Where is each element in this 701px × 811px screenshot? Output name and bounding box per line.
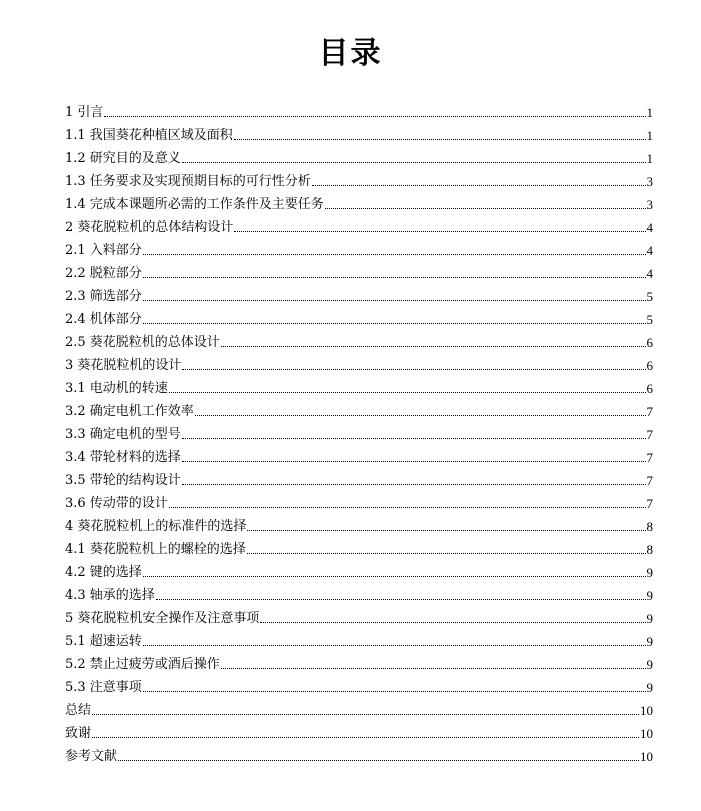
toc-entry-label: 1.3 任务要求及实现预期目标的可行性分析 (65, 174, 311, 189)
toc-entry[interactable] (65, 329, 653, 352)
toc-dot-leader (234, 139, 646, 140)
toc-entry[interactable] (65, 375, 653, 398)
toc-entry-label: 2.5 葵花脱粒机的总体设计 (65, 335, 220, 350)
toc-entry-label: 5.3 注意事项 (65, 680, 142, 695)
toc-entry[interactable] (65, 99, 653, 122)
toc-entry-label: 2.4 机体部分 (65, 312, 142, 327)
toc-entry-page-number: 7 (646, 496, 653, 511)
toc-entry[interactable] (65, 122, 653, 145)
page-title: 目录 (318, 36, 383, 71)
toc-entry-page-number: 9 (646, 634, 653, 649)
toc-entry-page-number: 9 (646, 680, 653, 695)
toc-entry-label: 5.2 禁止过疲劳或酒后操作 (65, 657, 220, 672)
toc-entry-page-number: 10 (640, 703, 653, 718)
toc-entry-label: 1.1 我国葵花种植区域及面积 (65, 128, 233, 143)
toc-entry-page-number: 10 (640, 726, 653, 741)
toc-entry-label: 3.2 确定电机工作效率 (65, 404, 194, 419)
toc-dot-leader (143, 691, 646, 692)
toc-entry[interactable] (65, 743, 653, 766)
toc-entry-label: 3.4 带轮材料的选择 (65, 450, 181, 465)
toc-entry-page-number: 10 (640, 749, 653, 764)
toc-entry[interactable] (65, 237, 653, 260)
toc-dot-leader (325, 208, 646, 209)
toc-dot-leader (260, 622, 645, 623)
toc-entry-label: 1 引言 (65, 105, 104, 120)
toc-dot-leader (143, 254, 646, 255)
toc-entry-page-number: 5 (646, 312, 653, 327)
toc-entry[interactable] (65, 720, 653, 743)
toc-entry-page-number: 9 (646, 657, 653, 672)
toc-entry-page-number: 6 (646, 358, 653, 373)
toc-entry[interactable] (65, 191, 653, 214)
toc-entry-label: 5 葵花脱粒机安全操作及注意事项 (65, 611, 260, 626)
toc-entry[interactable] (65, 559, 653, 582)
toc-entry[interactable] (65, 145, 653, 168)
toc-dot-leader (221, 668, 646, 669)
toc-entry[interactable] (65, 490, 653, 513)
toc-entry[interactable] (65, 306, 653, 329)
toc-dot-leader (143, 645, 646, 646)
toc-entry[interactable] (65, 513, 653, 536)
toc-entry-label: 2.1 入料部分 (65, 243, 142, 258)
toc-dot-leader (234, 231, 645, 232)
toc-entry[interactable] (65, 697, 653, 720)
toc-entry-label: 2.2 脱粒部分 (65, 266, 142, 281)
toc-entry-page-number: 5 (646, 289, 653, 304)
toc-entry[interactable] (65, 605, 653, 628)
toc-entry[interactable] (65, 398, 653, 421)
toc-entry[interactable] (65, 168, 653, 191)
toc-dot-leader (247, 553, 646, 554)
toc-entry-page-number: 1 (646, 105, 653, 120)
toc-entry-page-number: 4 (646, 266, 653, 281)
toc-entry[interactable] (65, 674, 653, 697)
toc-dot-leader (182, 369, 645, 370)
toc-entry-page-number: 3 (646, 197, 653, 212)
toc-entry-page-number: 7 (646, 450, 653, 465)
toc-entry-page-number: 7 (646, 404, 653, 419)
toc-dot-leader (221, 346, 646, 347)
toc-entry[interactable] (65, 651, 653, 674)
toc-entry-label: 3.1 电动机的转速 (65, 381, 168, 396)
toc-entry[interactable] (65, 260, 653, 283)
toc-entry-page-number: 6 (646, 381, 653, 396)
toc-entry[interactable] (65, 283, 653, 306)
toc-entry-label: 2.3 筛选部分 (65, 289, 142, 304)
toc-entry-page-number: 9 (646, 611, 653, 626)
toc-entry[interactable] (65, 467, 653, 490)
toc-entry[interactable] (65, 444, 653, 467)
toc-entry[interactable] (65, 214, 653, 237)
toc-dot-leader (182, 162, 646, 163)
toc-entry-page-number: 7 (646, 473, 653, 488)
toc-dot-leader (156, 599, 646, 600)
toc-dot-leader (143, 576, 646, 577)
toc-dot-leader (143, 300, 646, 301)
toc-entry-label: 参考文献 (65, 749, 118, 764)
toc-entry-page-number: 1 (646, 151, 653, 166)
toc-entry-page-number: 9 (646, 565, 653, 580)
toc-dot-leader (182, 484, 646, 485)
toc-entry-label: 5.1 超速运转 (65, 634, 142, 649)
toc-entry-label: 4.3 轴承的选择 (65, 588, 155, 603)
toc-entry-label: 4.1 葵花脱粒机上的螺栓的选择 (65, 542, 246, 557)
toc-dot-leader (247, 530, 645, 531)
toc-dot-leader (312, 185, 646, 186)
toc-dot-leader (195, 415, 646, 416)
toc-entry-label: 2 葵花脱粒机的总体结构设计 (65, 220, 234, 235)
toc-entry-label: 4 葵花脱粒机上的标准件的选择 (65, 519, 247, 534)
toc-entry[interactable] (65, 352, 653, 375)
toc-entry-page-number: 6 (646, 335, 653, 350)
toc-dot-leader (118, 760, 639, 761)
toc-dot-leader (143, 323, 646, 324)
toc-entry-page-number: 8 (646, 542, 653, 557)
toc-dot-leader (169, 507, 646, 508)
toc-entry-label: 3.6 传动带的设计 (65, 496, 168, 511)
toc-entry-label: 总结 (65, 703, 92, 718)
toc-entry[interactable] (65, 421, 653, 444)
toc-entry-label: 致谢 (65, 726, 92, 741)
toc-entry-label: 1.4 完成本课题所必需的工作条件及主要任务 (65, 197, 324, 212)
toc-entry[interactable] (65, 628, 653, 651)
toc-entry-page-number: 4 (646, 243, 653, 258)
toc-entry-label: 3.5 带轮的结构设计 (65, 473, 181, 488)
toc-dot-leader (182, 438, 646, 439)
toc-entry-page-number: 8 (646, 519, 653, 534)
toc-entry-page-number: 1 (646, 128, 653, 143)
toc-dot-leader (104, 116, 645, 117)
toc-dot-leader (143, 277, 646, 278)
toc-entry-page-number: 4 (646, 220, 653, 235)
toc-entry-label: 3 葵花脱粒机的设计 (65, 358, 182, 373)
table-of-contents (65, 99, 653, 766)
toc-entry[interactable] (65, 582, 653, 605)
toc-dot-leader (182, 461, 646, 462)
toc-entry[interactable] (65, 536, 653, 559)
toc-entry-page-number: 9 (646, 588, 653, 603)
toc-entry-page-number: 3 (646, 174, 653, 189)
toc-dot-leader (92, 737, 639, 738)
toc-entry-label: 1.2 研究目的及意义 (65, 151, 181, 166)
toc-entry-page-number: 7 (646, 427, 653, 442)
toc-entry-label: 4.2 键的选择 (65, 565, 142, 580)
toc-entry-label: 3.3 确定电机的型号 (65, 427, 181, 442)
toc-dot-leader (169, 392, 646, 393)
toc-dot-leader (92, 714, 639, 715)
